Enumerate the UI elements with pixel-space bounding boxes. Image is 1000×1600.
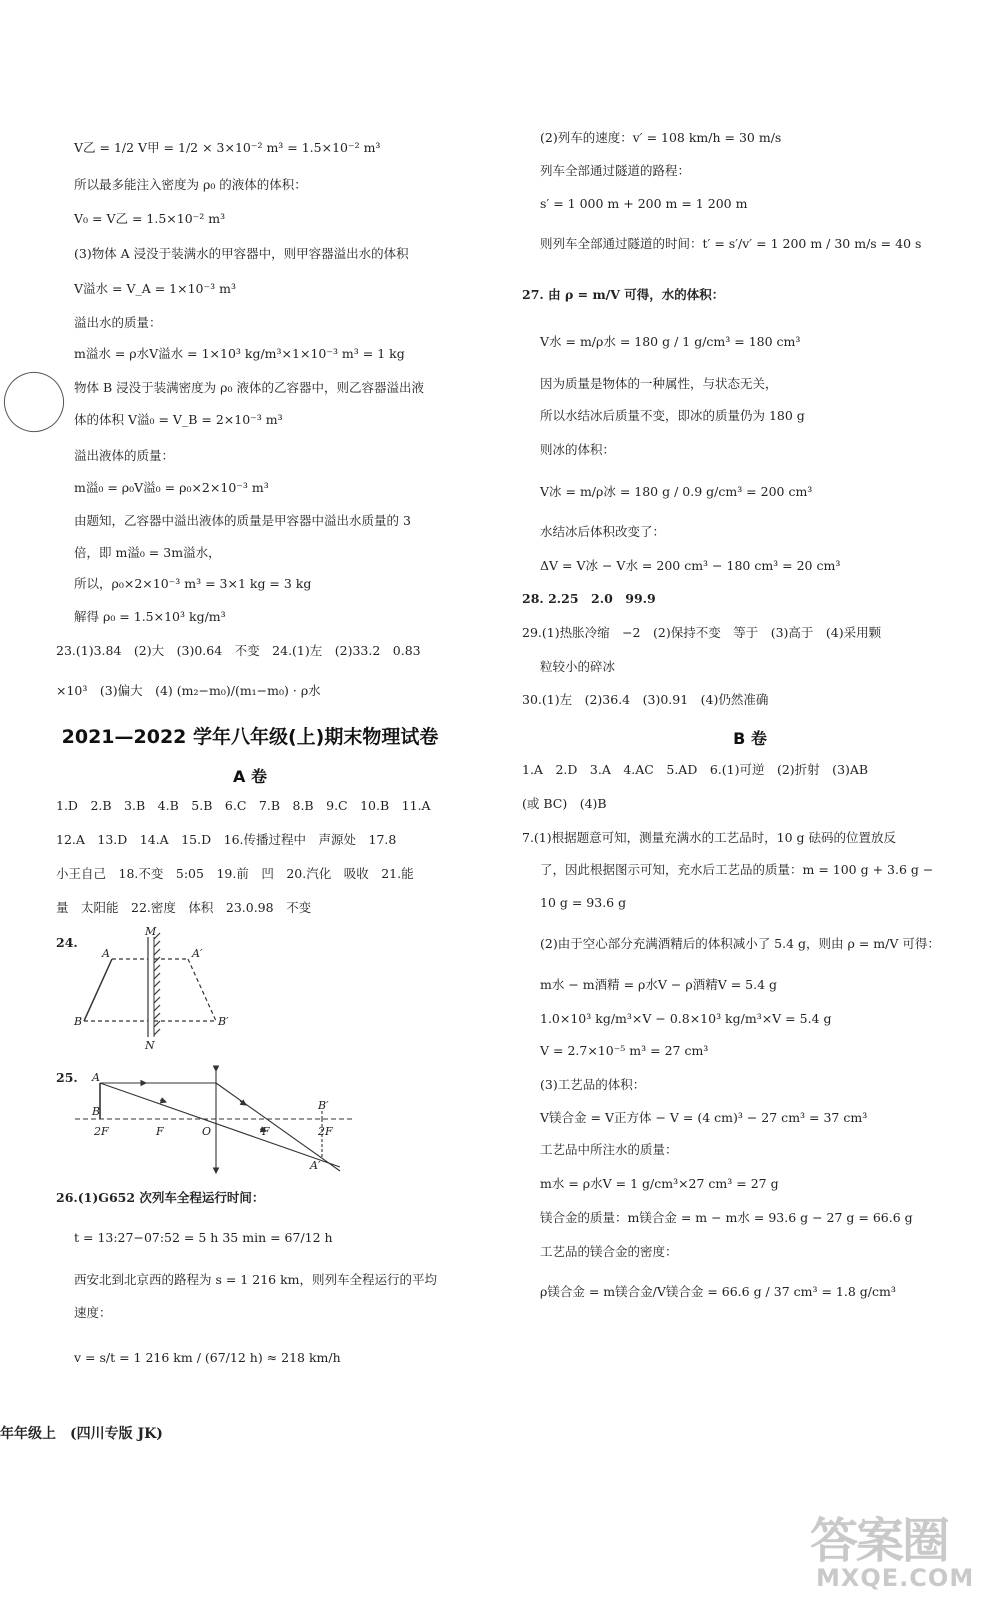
watermark-logo-text: 答案圈 (810, 1513, 949, 1569)
text-line: t = 13:27−07:52 = 5 h 35 min = 67/12 h (74, 1230, 333, 1245)
site-watermark (810, 1502, 995, 1597)
text-line: 因为质量是物体的一种属性，与状态无关， (540, 376, 778, 391)
text-line: V冰 = m/ρ冰 = 180 g / 0.9 g/cm³ = 200 cm³ (540, 484, 813, 499)
text-line: 列车全部通过隧道的路程： (540, 163, 691, 178)
text-line: 1.0×10³ kg/m³×V − 0.8×10³ kg/m³×V = 5.4 g (540, 1011, 832, 1026)
text-line: 西安北到北京西的路程为 s = 1 216 km，则列车全程运行的平均 (74, 1272, 437, 1287)
text-line: m溢₀ = ρ₀V溢₀ = ρ₀×2×10⁻³ m³ (74, 480, 269, 495)
text-line: 解得 ρ₀ = 1.5×10³ kg/m³ (74, 609, 226, 624)
text-line: m溢水 = ρ水V溢水 = 1×10³ kg/m³×1×10⁻³ m³ = 1 kg (74, 346, 405, 361)
text-line: V = 2.7×10⁻⁵ m³ = 27 cm³ (540, 1043, 709, 1058)
text-line: 溢出水的质量： (74, 315, 162, 330)
text-line: v = s/t = 1 216 km / (67/12 h) ≈ 218 km/h (74, 1350, 341, 1365)
text-line: 倍，即 m溢₀ = 3m溢水， (74, 545, 221, 560)
section-b-title: B 卷 (733, 729, 767, 748)
mirror-diagram (70, 925, 250, 1055)
question-26-line: 26.(1)G652 次列车全程运行时间： (56, 1190, 265, 1205)
lens-diagram (70, 1063, 360, 1183)
text-line: m水 − m酒精 = ρ水V − ρ酒精V = 5.4 g (540, 977, 777, 992)
label-b-prime: B′ (318, 1099, 329, 1112)
text-line: m水 = ρ水V = 1 g/cm³×27 cm³ = 27 g (540, 1176, 779, 1191)
label-a-prime: A′ (192, 947, 203, 960)
watermark-url: MXQE.COM (816, 1564, 975, 1592)
text-line: V镁合金 = V正方体 − V = (4 cm)³ − 27 cm³ = 37 cm³ (540, 1110, 868, 1125)
text-line: V溢水 = V_A = 1×10⁻³ m³ (74, 281, 236, 296)
label-2f-left: 2F (94, 1125, 109, 1138)
text-line: 溢出液体的质量： (74, 448, 175, 463)
label-n: N (145, 1039, 155, 1052)
question-24-label: 24. (56, 935, 78, 950)
answer-line: 1.D 2.B 3.B 4.B 5.B 6.C 7.B 8.B 9.C 10.B 11.A (56, 798, 431, 813)
answer-line: 1.A 2.D 3.A 4.AC 5.AD 6.(1)可逆 (2)折射 (3)AB (522, 762, 869, 777)
text-line: 镁合金的质量：m镁合金 = m − m水 = 93.6 g − 27 g = 66.6 g (540, 1210, 913, 1225)
label-a: A (102, 947, 110, 960)
label-b-prime: B′ (218, 1015, 229, 1028)
text-line: ρ镁合金 = m镁合金/V镁合金 = 66.6 g / 37 cm³ = 1.8 g/cm³ (540, 1284, 896, 1299)
answer-line: 30.(1)左 (2)36.4 (3)0.91 (4)仍然准确 (522, 692, 769, 707)
answer-line: 量 太阳能 22.密度 体积 23.0.98 不变 (56, 900, 312, 915)
text-line: (2)由于空心部分充满酒精后的体积减小了 5.4 g，则由 ρ = m/V 可得： (540, 936, 940, 951)
answer-line: 7.(1)根据题意可知，测量充满水的工艺品时，10 g 砝码的位置放反 (522, 830, 896, 845)
text-line: s′ = 1 000 m + 200 m = 1 200 m (540, 196, 748, 211)
text-line: 则列车全部通过隧道的时间：t′ = s′/v′ = 1 200 m / 30 m/s = 40 s (540, 236, 922, 251)
answer-line: 23.(1)3.84 (2)大 (3)0.64 不变 24.(1)左 (2)33.2 0.83 (56, 643, 421, 658)
text-line: 所以最多能注入密度为 ρ₀ 的液体的体积： (74, 177, 307, 192)
text-line: V₀ = V乙 = 1.5×10⁻² m³ (74, 211, 226, 226)
text-line: V水 = m/ρ水 = 180 g / 1 g/cm³ = 180 cm³ (540, 334, 801, 349)
label-2f-right: 2F (318, 1125, 333, 1138)
label-b: B (74, 1015, 83, 1028)
text-line: 工艺品中所注水的质量： (540, 1142, 678, 1157)
label-o: O (202, 1125, 212, 1138)
label-f-right: F (262, 1125, 270, 1138)
corner-stamp (0, 363, 73, 441)
text-line: ΔV = V冰 − V水 = 200 cm³ − 180 cm³ = 20 cm³ (540, 558, 841, 573)
label-m: M (145, 925, 157, 938)
text-line: 由题知，乙容器中溢出液体的质量是甲容器中溢出水质量的 3 (74, 513, 411, 528)
question-27-line: 27. 由 ρ = m/V 可得，水的体积： (522, 287, 725, 302)
text-line: 水结冰后体积改变了： (540, 524, 666, 539)
label-a-prime: A′ (310, 1159, 321, 1172)
answer-line: (或 BC) (4)B (522, 796, 607, 811)
answer-line: 28. 2.25 2.0 99.9 (522, 591, 656, 606)
exam-title: 2021—2022 学年八年级(上)期末物理试卷 (61, 726, 439, 748)
label-b: B (92, 1105, 101, 1118)
answer-line: ×10³ (3)偏大 (4) (m₂−m₀)/(m₁−m₀) · ρ水 (56, 683, 321, 698)
label-f-left: F (156, 1125, 164, 1138)
answer-line: 12.A 13.D 14.A 15.D 16.传播过程中 声源处 17.8 (56, 832, 397, 847)
text-line: 工艺品的镁合金的密度： (540, 1244, 678, 1259)
text-line: (2)列车的速度：v′ = 108 km/h = 30 m/s (540, 130, 782, 145)
text-line: 了，因此根据图示可知，充水后工艺品的质量：m = 100 g + 3.6 g − (540, 862, 934, 877)
text-line: 则冰的体积： (540, 442, 616, 457)
text-line: 所以水结冰后质量不变，即冰的质量仍为 180 g (540, 408, 805, 423)
page-footer: 年年级上 (四川专版 JK) (0, 1426, 163, 1442)
text-line: 速度： (74, 1305, 112, 1320)
text-line: (3)工艺品的体积： (540, 1077, 646, 1092)
section-a-title: A 卷 (233, 767, 267, 786)
answer-line: 29.(1)热胀冷缩 −2 (2)保持不变 等于 (3)高于 (4)采用颗 (522, 625, 882, 640)
answer-line: 粒较小的碎冰 (540, 659, 616, 674)
label-a: A (92, 1071, 100, 1084)
text-line: 所以，ρ₀×2×10⁻³ m³ = 3×1 kg = 3 kg (74, 576, 312, 591)
text-line: 物体 B 浸没于装满密度为 ρ₀ 液体的乙容器中，则乙容器溢出液 (74, 380, 424, 395)
text-line: V乙 = 1/2 V甲 = 1/2 × 3×10⁻² m³ = 1.5×10⁻² m³ (74, 140, 381, 155)
answer-line: 小王自己 18.不变 5:05 19.前 凹 20.汽化 吸收 21.能 (56, 866, 414, 881)
text-line: (3)物体 A 浸没于装满水的甲容器中，则甲容器溢出水的体积 (74, 246, 409, 261)
text-line: 体的体积 V溢₀ = V_B = 2×10⁻³ m³ (74, 412, 283, 427)
question-25-label: 25. (56, 1070, 78, 1085)
text-line: 10 g = 93.6 g (540, 895, 627, 910)
